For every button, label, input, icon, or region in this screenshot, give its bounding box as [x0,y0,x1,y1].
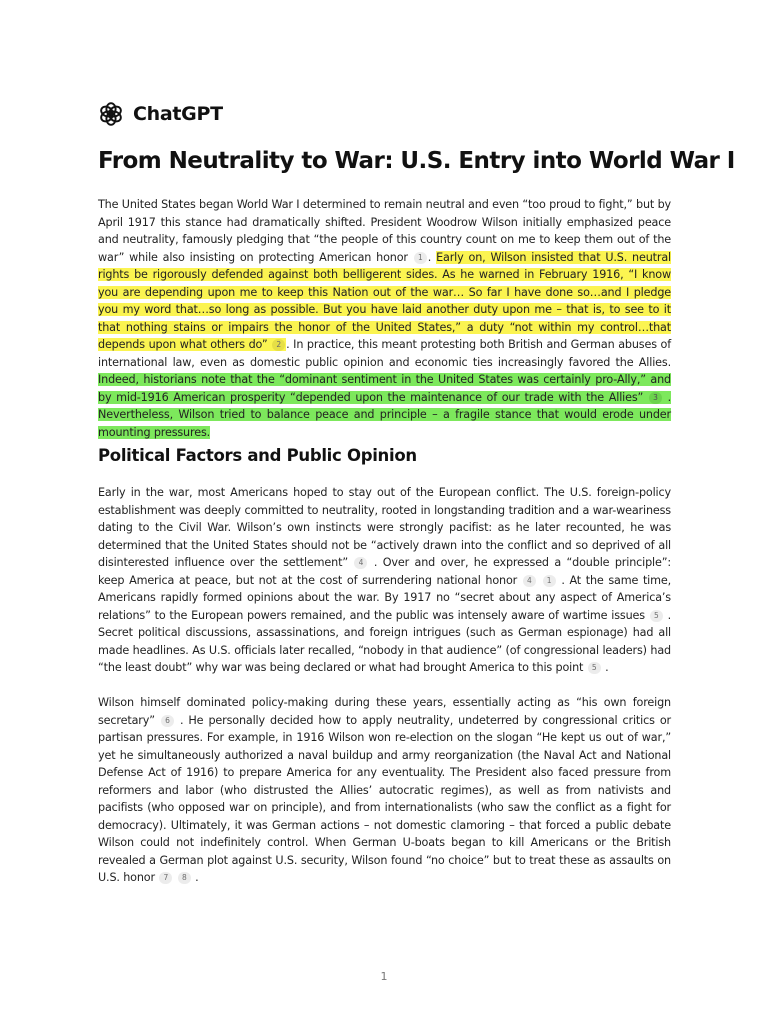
highlighted-text: Indeed, historians note that the “dominant sentiment in the United States was certainly pro-Ally,” and by mid-1916 American prosperity “depended upon the maintenance of our trade with the Allies” [98,373,671,404]
page-number: 1 [380,970,388,983]
citation-badge[interactable]: 3 [649,392,662,404]
highlighted-text: Early on, Wilson insisted that U.S. neutral rights be rigorously defended against both belligerent sides. As he warned in February 1916, “I know you are depending upon me to keep this Nation out of the war… So far I have done so…and I pledge you my word that…so long as possible. But you have laid another duty upon me – that is, to see to it that nothing stains or impairs the honor of the United States,” a duty “not within my control…that depends upon what others do” [98,250,672,351]
paragraph-text: . [195,871,199,884]
paragraph-text: . At the same time, Americans rapidly formed opinions about the war. By 1917 no “secret about any aspect of America’s relations” to the European powers remained, and the public was intensely aware of wartime issues [98,573,672,622]
brand-header [98,101,223,127]
body-paragraph [98,694,671,887]
citation-badge[interactable]: 7 [159,872,172,884]
paragraph-text: . [605,661,609,674]
citation-badge[interactable]: 5 [588,662,601,674]
citation-badge[interactable]: 4 [354,557,367,569]
paragraph-text: Early in the war, most Americans hoped to stay out of the European conflict. The U.S. foreign-policy establishment was deeply committed to neutrality, rooted in longstanding tradition and a war-weariness dating to the Civil War. Wilson’s own instincts were strongly pacifist: as he later recounted, he was determined that the United States should not be “actively drawn into the conflict and so deprived of all disinterested influence over the settlement” [98,486,671,569]
paragraph-text: . He personally decided how to apply neutrality, undeterred by congressional critics or partisan pressures. For example, in 1916 Wilson won re-election on the slogan “He kept us out of war,” yet he simultaneously authorized a naval buildup and army reorganization (the Naval Act and National Defense Act of 1916) to prepare America for any eventuality. The President also faced pressure from reformers and labor (who distrusted the Allies’ autocratic regimes), as well as from nativists and pacifists (who opposed war on principle), and from internationalists (who saw the conflict as a fight for democracy). Ultimately, it was German actions – not domestic clamoring – that forced a public debate Wilson could not indefinitely control. When German U-boats began to kill Americans or the British revealed a German plot against U.S. security, Wilson found “no choice” but to treat these as assaults on U.S. honor [98,713,671,884]
citation-badge[interactable]: 6 [161,715,174,727]
paragraph-text: Wilson himself dominated policy-making during these years, essentially acting as “his own foreign secretary” [98,696,671,727]
section-heading: Political Factors and Public Opinion [98,446,417,465]
citation-badge[interactable]: 4 [523,575,536,587]
citation-badge[interactable]: 5 [650,610,663,622]
highlight-green [98,373,671,439]
document-title: From Neutrality to War: U.S. Entry into World War I [98,148,735,174]
brand-name: ChatGPT [133,103,223,125]
highlight-yellow [98,251,671,352]
paragraph-text: . Over and over, he expressed a “double principle”: keep America at peace, but not at the cost of surrendering national honor [98,556,672,587]
paragraph-text: . Secret political discussions, assassinations, and foreign intrigues (such as German espionage) had all made headlines. As U.S. officials later recalled, “nobody in that audience” (of congressional leaders) had “the least doubt” why war was being declared or what had brought America to this point [98,608,672,674]
body-paragraph [98,484,671,677]
intro-text: . In practice, this meant protesting both British and German abuses of international law, even as domestic public opinion and economic ties increasingly favored the Allies. [98,338,672,369]
highlighted-text: . Nevertheless, Wilson tried to balance peace and principle – a fragile stance that would erode under mounting pressures. [98,390,672,439]
citation-badge[interactable]: 2 [272,339,285,351]
openai-logo-icon [98,101,124,127]
intro-text: The United States began World War I determined to remain neutral and even “too proud to fight,” but by April 1917 this stance had dramatically shifted. President Woodrow Wilson initially emphasized peace and neutrality, famously pledging that “the people of this country count on me to keep them out of the war” while also insisting on protecting American honor [98,198,671,264]
intro-paragraph [98,196,671,441]
citation-badge[interactable]: 8 [178,872,191,884]
citation-badge[interactable]: 1 [543,575,556,587]
intro-text: . [427,250,437,264]
citation-badge[interactable]: 1 [414,252,427,264]
